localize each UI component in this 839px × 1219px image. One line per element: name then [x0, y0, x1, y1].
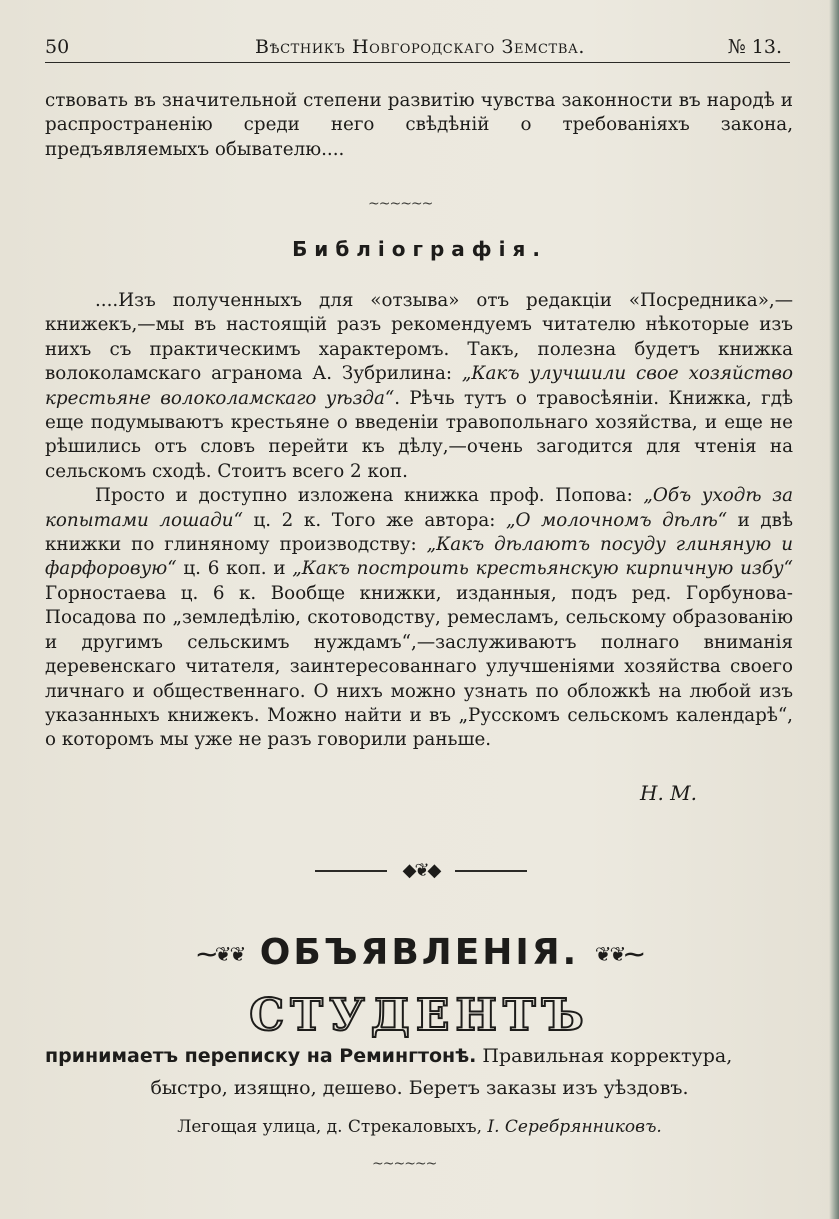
text-run: Горностаева ц. 6 к. Вообще книжки, изданныя, подъ ред. Горбунова-Посадова по „земледѣлію, скотоводству, ремесламъ, сельскому образованію и другимъ сельскимъ нуждамъ“,—заслуживаютъ полнаго вниманія деревенскаго читателя, заинтересованнаго улучшеніями хозяйства своего личнаго и общественнаго. О нихъ можно узнать по обложкѣ на любой изъ указанныхъ книжекъ. Можно найти и въ „Русскомъ сельскомъ календарѣ“, о которомъ мы уже не разъ говорили раньше. — [45, 582, 793, 751]
ad-line-2: быстро, изящно, дешево. Беретъ заказы изъ уѣздовъ. — [150, 1077, 689, 1099]
issue-number: № 13. — [727, 36, 782, 58]
ad-advertiser-name: I. Серебрянниковъ. — [487, 1117, 662, 1137]
book-title: „Какъ улучшили свое хозяйство крестьяне волоколамскаго уѣзда“ — [45, 363, 793, 409]
flourish-left-icon: ⁓❦❦ — [196, 942, 245, 966]
text-run: ц. 6 коп. и — [176, 558, 293, 580]
journal-title: Вѣстникъ Новгородскаго Земства. — [255, 36, 586, 58]
flourish-icon: ◆❦◆ — [402, 860, 440, 881]
separator-squiggle: ~~~~~~ — [368, 196, 433, 212]
text-run: ....Изъ полученныхъ для «отзыва» отъ редакціи «Посредника»,—книжекъ,—мы въ настоящій разъ рекомендуемъ читателю нѣкоторые изъ нихъ съ практическимъ характеромъ. Такъ, полезна будетъ книжка волоколамскаго агранома А. Зубрилина: — [45, 290, 793, 385]
text-run: и двѣ книжки по глиняному производству: — [45, 509, 793, 556]
text-run: ц. 2 к. Того же автора: — [242, 509, 506, 531]
page-number: 50 — [45, 36, 70, 58]
ornament-divider — [315, 860, 527, 880]
ads-title: ОБЪЯВЛЕНІЯ. — [259, 932, 580, 973]
intro-text: ствовать въ значительной степени развитію чувства законности въ народѣ и распространенію среди него свѣдѣній о требованіяхъ закона, предъявляемыхъ обывателю.... — [45, 90, 793, 160]
ad-headline: СТУДЕНТЪ — [249, 990, 590, 1041]
section-title: Библіографія. — [292, 237, 547, 261]
separator-squiggle: ~~~~~~ — [372, 1156, 437, 1172]
page-header — [45, 36, 790, 63]
divider-line — [315, 870, 387, 872]
flourish-right-icon: ❦❦⁓ — [594, 942, 643, 966]
text-run: Просто и доступно изложена книжка проф. Попова: — [95, 485, 644, 507]
ad-address: Легощая улица, д. Стрекаловыхъ, — [177, 1117, 488, 1137]
bibliography-paragraph-2 — [45, 484, 793, 752]
ad-bold-text: принимаетъ переписку на Ремингтонѣ. — [45, 1045, 477, 1067]
ad-line-1 — [45, 1045, 805, 1067]
bibliography-paragraph-1 — [45, 289, 793, 484]
ads-heading — [0, 932, 839, 973]
intro-paragraph — [45, 89, 793, 162]
author-signature: Н. М. — [640, 781, 697, 805]
ad-text: Правильная корректура, — [476, 1045, 733, 1067]
book-title: „Какъ построить крестьянскую кирпичную избу“ — [292, 558, 793, 580]
book-title: „Какъ дѣлаютъ посуду глиняную и фарфоровую“ — [45, 534, 793, 580]
book-title: „О молочномъ дѣлѣ“ — [506, 509, 728, 531]
ad-line-3 — [0, 1117, 839, 1137]
bibliography-body — [45, 289, 793, 753]
book-title: „Объ уходѣ за копытами лошади“ — [45, 485, 793, 531]
divider-line — [455, 870, 527, 872]
text-run: . Рѣчь тутъ о травосѣяніи. Книжка, гдѣ еще подумываютъ крестьяне о введеніи травопольнаго хозяйства, и еще не рѣшились отъ словъ перейти къ дѣлу,—очень загодится для чтенія на сельскомъ сходѣ. Стоитъ всего 2 коп. — [45, 387, 793, 482]
